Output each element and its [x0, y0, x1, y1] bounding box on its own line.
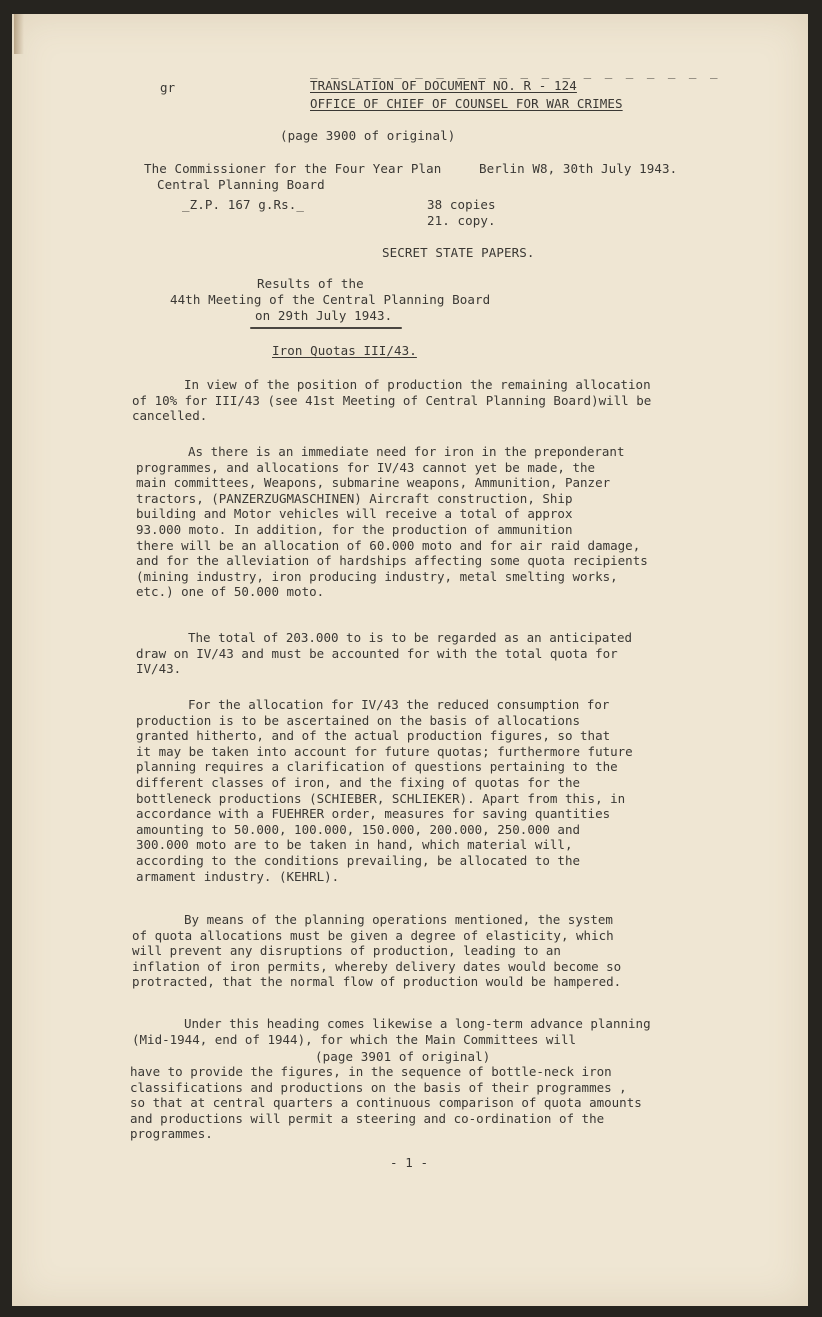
paragraph-line: planning requires a clarification of questions pertaining to the	[136, 759, 618, 775]
sender-line2: Central Planning Board	[157, 177, 325, 192]
paragraph-line: protracted, that the normal flow of production would be hampered.	[132, 974, 622, 990]
page-number: - 1 -	[390, 1155, 429, 1170]
paragraph-line: classifications and productions on the basis of their programmes ,	[130, 1079, 627, 1095]
paragraph-line: draw on IV/43 and must be accounted for with the total quota for	[136, 645, 618, 661]
paragraph-line: of quota allocations must be given a degree of elasticity, which	[132, 927, 614, 943]
paragraph-line: programmes.	[130, 1126, 213, 1142]
paragraph-line: By means of the planning operations mentioned, the system	[184, 912, 613, 927]
paragraph-line: In view of the position of production the remaining allocation	[184, 377, 651, 392]
page-reference-mid: (page 3901 of original)	[315, 1049, 491, 1064]
results-line2: 44th Meeting of the Central Planning Board	[170, 292, 491, 307]
sender-line1: The Commissioner for the Four Year Plan	[144, 161, 442, 176]
paragraph-line: The total of 203.000 to is to be regarded as an anticipated	[188, 630, 633, 645]
paragraph-line: and productions will permit a steering and co-ordination of the	[130, 1110, 605, 1126]
header-title-line1: TRANSLATION OF DOCUMENT NO. R - 124	[310, 78, 577, 93]
paragraph-line: cancelled.	[132, 408, 208, 424]
paragraph-4	[136, 697, 633, 884]
paragraph-line: (mining industry, iron producing industry, metal smelting works,	[136, 568, 618, 584]
paragraph-line: it may be taken into account for future quotas; furthermore future	[136, 743, 633, 759]
paragraph-3	[136, 630, 632, 677]
paragraph-line: granted hitherto, and of the actual production figures, so that	[136, 728, 611, 744]
paragraph-line: tractors, (PANZERZUGMASCHINEN) Aircraft construction, Ship	[136, 490, 573, 506]
paragraph-line: etc.) one of 50.000 moto.	[136, 584, 325, 600]
paragraph-line: amounting to 50.000, 100.000, 150.000, 200.000, 250.000 and	[136, 821, 581, 837]
paragraph-line: have to provide the figures, in the sequence of bottle-neck iron	[130, 1064, 612, 1079]
results-line3: on 29th July 1943.	[255, 308, 393, 323]
paragraph-line: As there is an immediate need for iron in the preponderant	[188, 444, 625, 459]
classification: SECRET STATE PAPERS.	[382, 245, 535, 260]
reference-number: _Z.P. 167 g.Rs._	[182, 197, 305, 212]
paragraph-line: according to the conditions prevailing, be allocated to the	[136, 852, 581, 868]
paragraph-line: main committees, Weapons, submarine weapons, Ammunition, Panzer	[136, 475, 611, 491]
page-reference-top: (page 3900 of original)	[280, 128, 456, 143]
paragraph-line: bottleneck productions (SCHIEBER, SCHLIEKER). Apart from this, in	[136, 790, 626, 806]
paragraph-line: Under this heading comes likewise a long-term advance planning	[184, 1016, 651, 1031]
results-underline	[250, 327, 402, 329]
copy-number: 21. copy.	[427, 213, 496, 228]
paragraph-line: inflation of iron permits, whereby delivery dates would become so	[132, 958, 622, 974]
paragraph-line: building and Motor vehicles will receive a total of approx	[136, 506, 573, 522]
paragraph-line: IV/43.	[136, 661, 182, 677]
paragraph-line: there will be an allocation of 60.000 moto and for air raid damage,	[136, 537, 641, 553]
paragraph-line: 300.000 moto are to be taken in hand, which material will,	[136, 837, 573, 853]
paragraph-line: (Mid-1944, end of 1944), for which the Main Committees will	[132, 1031, 577, 1047]
page-edge-mark	[14, 14, 24, 54]
document-page	[12, 14, 808, 1306]
location-date: Berlin W8, 30th July 1943.	[479, 161, 678, 176]
paragraph-line: programmes, and allocations for IV/43 cannot yet be made, the	[136, 459, 596, 475]
header-dashes: _ _ _ _ _ _ _ _ _ _ _ _ _ _ _ _ _ _ _ _	[310, 64, 721, 79]
paragraph-line: accordance with a FUEHRER order, measures for saving quantities	[136, 806, 611, 822]
paragraph-line: 93.000 moto. In addition, for the production of ammunition	[136, 521, 573, 537]
paragraph-7	[130, 1064, 642, 1142]
paragraph-2	[136, 444, 648, 600]
results-line1: Results of the	[257, 276, 364, 291]
paragraph-5	[132, 912, 621, 990]
paragraph-1	[132, 377, 651, 424]
subject-heading: Iron Quotas III/43.	[272, 343, 417, 358]
paragraph-line: so that at central quarters a continuous comparison of quota amounts	[130, 1095, 642, 1111]
paragraph-line: will prevent any disruptions of production, leading to an	[132, 943, 561, 959]
paragraph-line: and for the alleviation of hardships affecting some quota recipients	[136, 553, 648, 569]
copies-count: 38 copies	[427, 197, 496, 212]
paragraph-6	[132, 1016, 651, 1047]
paragraph-line: armament industry. (KEHRL).	[136, 868, 340, 884]
header-title-line2: OFFICE OF CHIEF OF COUNSEL FOR WAR CRIMES	[310, 96, 623, 111]
translator-initials: gr	[160, 80, 176, 95]
paragraph-line: For the allocation for IV/43 the reduced consumption for	[188, 697, 610, 712]
paragraph-line: production is to be ascertained on the basis of allocations	[136, 712, 581, 728]
paragraph-line: different classes of iron, and the fixing of quotas for the	[136, 774, 581, 790]
paragraph-line: of 10% for III/43 (see 41st Meeting of Central Planning Board)will be	[132, 392, 652, 408]
